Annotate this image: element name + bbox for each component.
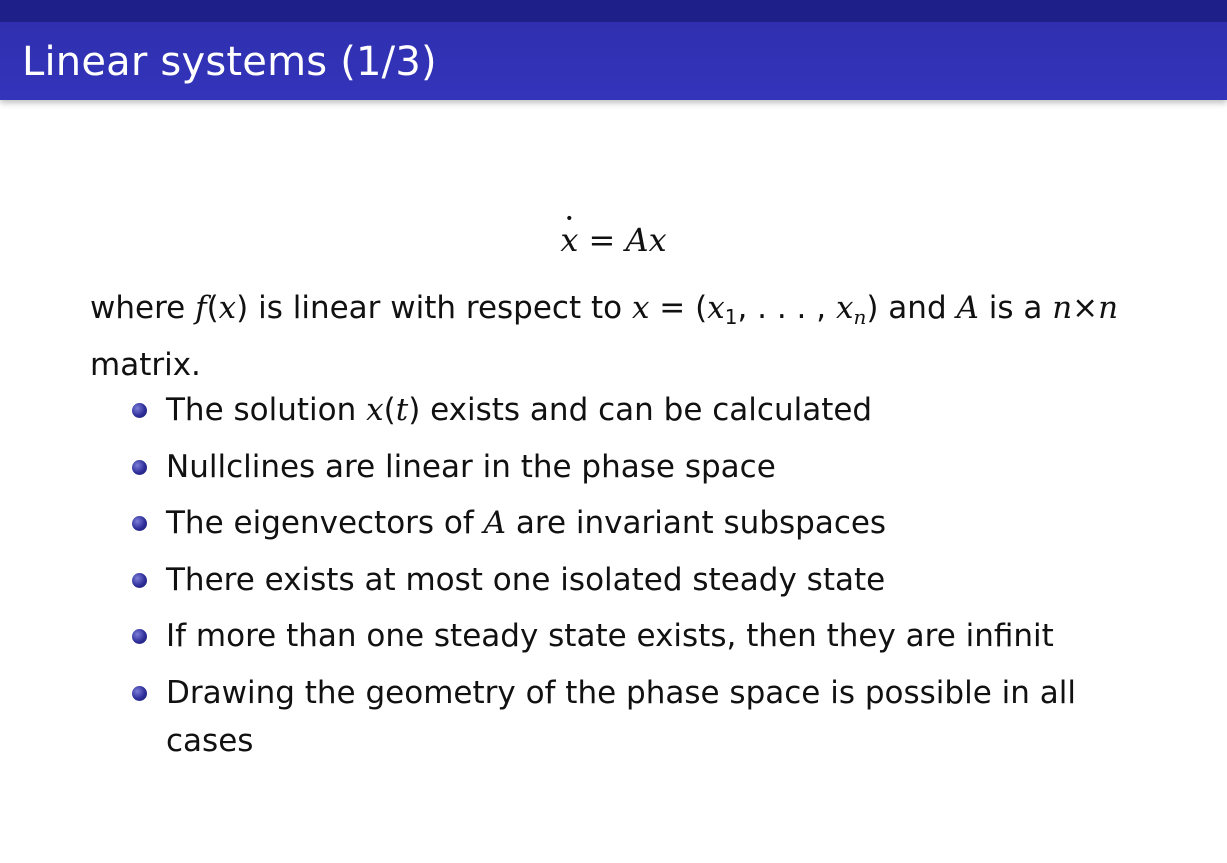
list-item: [128, 612, 1128, 660]
intro-text: matrix.: [90, 347, 201, 383]
equation-x-dot: · x: [560, 218, 578, 262]
bullet-icon: [132, 516, 147, 531]
intro-math: x: [631, 290, 650, 326]
list-item: [128, 499, 1128, 547]
intro-math: n: [1098, 290, 1119, 326]
bullet-list: [128, 386, 1128, 773]
bullet-math: A: [483, 505, 507, 541]
list-item: [128, 386, 1128, 434]
intro-math: f: [195, 290, 207, 326]
bullet-math: t: [395, 392, 409, 428]
bullet-text-part: ) exists and can be calculated: [408, 392, 873, 428]
equation: [0, 218, 1227, 262]
bullet-text: If more than one steady state exists, then they are infinit: [166, 618, 1054, 654]
list-item: [128, 669, 1128, 765]
intro-subscript: n: [853, 305, 867, 329]
intro-text: where: [90, 290, 196, 326]
intro-text: = (: [649, 290, 708, 326]
bullet-text: There exists at most one isolated steady state: [166, 561, 886, 598]
bullet-text: [166, 499, 1128, 547]
list-item: [128, 556, 1128, 604]
intro-text: ×: [1072, 290, 1099, 326]
intro-subscript: 1: [724, 305, 738, 329]
equation-equals: =: [588, 221, 616, 259]
intro-math: n: [1052, 290, 1073, 326]
bullet-icon: [132, 686, 147, 701]
intro-text: ) is linear with respect to: [236, 290, 632, 326]
intro-text: is a: [978, 290, 1053, 326]
slide-title: Linear systems (1/3): [22, 39, 437, 85]
intro-text: ) and: [866, 290, 957, 326]
bullet-text: Nullclines are linear in the phase space: [166, 448, 776, 485]
intro-math: x: [707, 290, 725, 326]
intro-math: A: [956, 290, 979, 326]
intro-math: x: [218, 290, 237, 326]
intro-text: (: [206, 290, 219, 326]
bullet-icon: [132, 573, 147, 588]
intro-math: x: [835, 290, 854, 326]
intro-paragraph: [90, 284, 1150, 389]
intro-text: , . . . ,: [737, 290, 836, 326]
equation-matrix-a: A: [625, 221, 649, 259]
bullet-text-part: are invariant subspaces: [506, 505, 887, 541]
bullet-text-part: (: [383, 392, 396, 428]
bullet-icon: [132, 403, 147, 418]
equation-x: x: [648, 221, 667, 259]
list-item: [128, 443, 1128, 491]
bullet-text-part: The eigenvectors of: [166, 505, 484, 541]
bullet-icon: [132, 460, 147, 475]
bullet-math: x: [366, 392, 384, 428]
bullet-text: [166, 386, 1128, 434]
bullet-text: Drawing the geometry of the phase space is possible in all cases: [166, 674, 1076, 759]
bullet-icon: [132, 629, 147, 644]
bullet-text-part: The solution: [166, 392, 367, 428]
